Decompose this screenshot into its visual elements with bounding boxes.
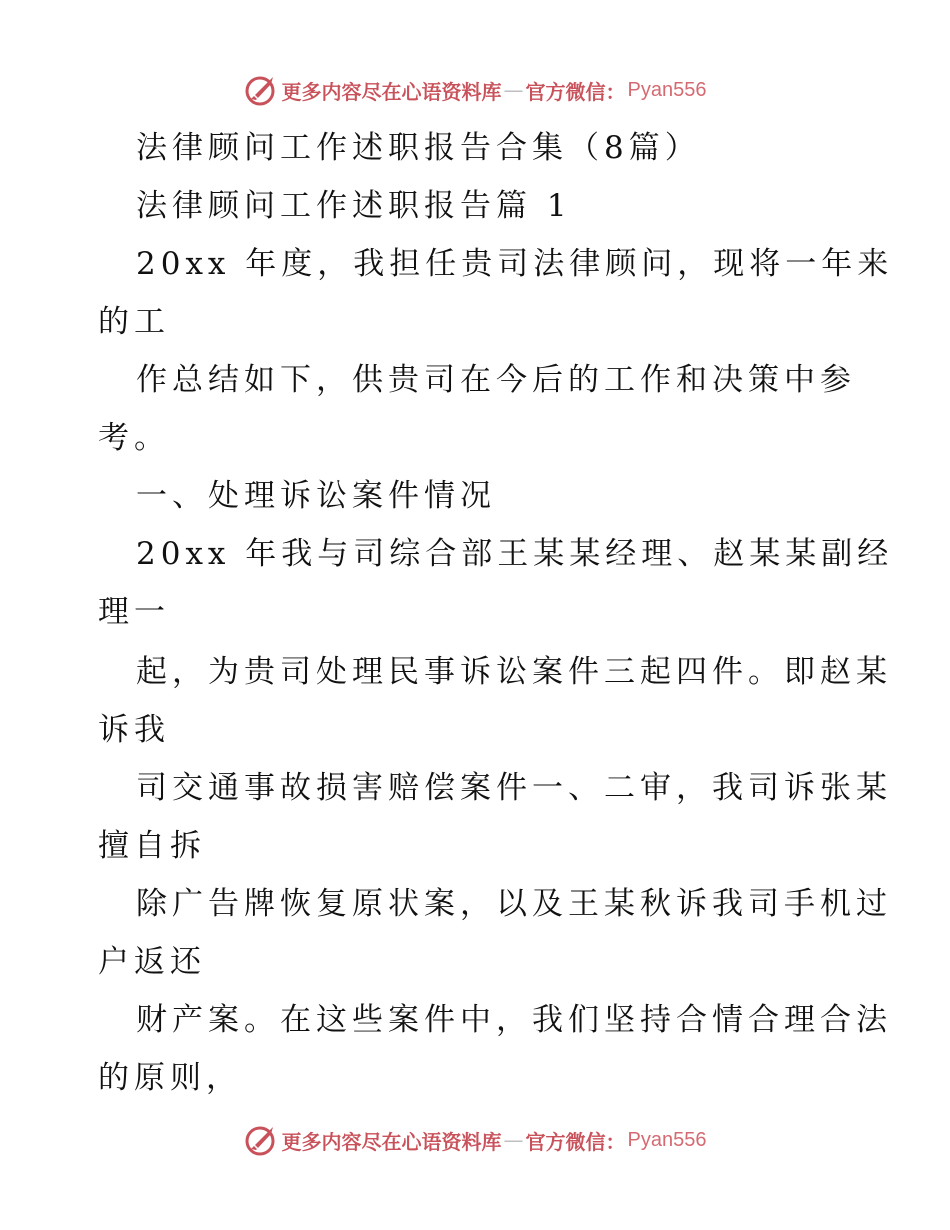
watermark-wechat-label: 官方微信：	[525, 1129, 626, 1154]
watermark-brand: 更多内容尽在心语资料库	[281, 79, 502, 104]
watermark-dash: —	[503, 78, 524, 102]
paragraph-line: 的工	[98, 304, 170, 340]
paragraph-line: 财产案。在这些案件中，我们坚持合情合理合法	[136, 1002, 892, 1038]
watermark-wechat-id: Pyan556	[627, 1128, 707, 1151]
paragraph-line: 起，为贵司处理民事诉讼案件三起四件。即赵某	[136, 654, 892, 690]
footer-watermark	[0, 1120, 950, 1160]
watermark-dash: —	[503, 1128, 524, 1152]
paragraph-line: 诉我	[98, 712, 170, 748]
paragraph-line: 户返还	[98, 944, 206, 980]
paragraph-line: 考。	[98, 420, 170, 456]
watermark-wechat-label: 官方微信：	[525, 79, 626, 104]
paragraph-line: 作总结如下，供贵司在今后的工作和决策中参	[136, 362, 856, 398]
document-title: 法律顾问工作述职报告合集（8篇）	[136, 130, 701, 166]
watermark-brand: 更多内容尽在心语资料库	[281, 1129, 502, 1154]
header-watermark	[0, 70, 950, 110]
paragraph-line: 司交通事故损害赔偿案件一、二审，我司诉张某	[136, 770, 892, 806]
watermark-wechat-id: Pyan556	[627, 78, 707, 101]
paragraph-line: 20xx 年度，我担任贵司法律顾问，现将一年来	[136, 246, 894, 282]
quill-pen-seal-icon	[244, 73, 278, 107]
paragraph-line: 擅自拆	[98, 828, 206, 864]
paragraph-line: 理一	[98, 594, 170, 630]
subsection-heading: 一、处理诉讼案件情况	[136, 478, 496, 514]
quill-pen-seal-icon	[244, 1123, 278, 1157]
paragraph-line: 除广告牌恢复原状案，以及王某秋诉我司手机过	[136, 886, 892, 922]
section-heading: 法律顾问工作述职报告篇 1	[136, 188, 572, 224]
paragraph-line: 20xx 年我与司综合部王某某经理、赵某某副经	[136, 536, 894, 572]
paragraph-line: 的原则，	[98, 1060, 242, 1096]
